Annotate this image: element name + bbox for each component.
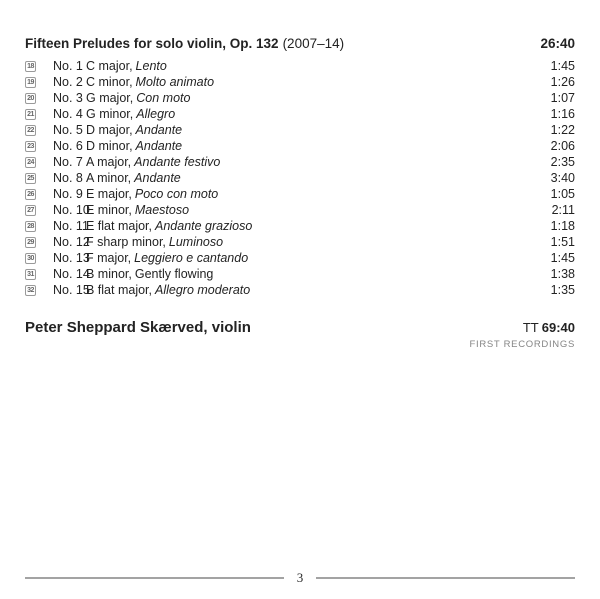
track-tempo: Gently flowing	[134, 267, 214, 281]
track-duration: 2:35	[550, 155, 575, 169]
track-ordinal: No. 8	[53, 171, 83, 185]
track-title	[86, 90, 551, 106]
track-number-box: 29	[25, 237, 36, 248]
track-number-box: 23	[25, 141, 36, 152]
track-ordinal: No. 6	[53, 139, 83, 153]
track-ordinal: No. 12	[53, 235, 90, 249]
track-key: B flat major,	[86, 283, 152, 297]
page-number: 3	[296, 570, 304, 585]
track-tempo: Poco con moto	[134, 187, 219, 201]
track-duration: 1:05	[550, 187, 575, 201]
track-key: D major,	[86, 123, 133, 137]
total-time	[523, 319, 575, 336]
track-duration: 1:51	[550, 235, 575, 249]
track-key: D minor,	[86, 139, 133, 153]
track-number-box: 27	[25, 205, 36, 216]
track-row	[25, 202, 575, 218]
first-recordings-note: FIRST RECORDINGS	[469, 339, 575, 350]
footer-rule-right	[316, 577, 575, 579]
track-number-box: 19	[25, 77, 36, 88]
track-key: A minor,	[86, 171, 132, 185]
work-title-text: Fifteen Preludes for solo violin, Op. 132	[25, 36, 279, 51]
track-ordinal: No. 15	[53, 283, 90, 297]
performer-row	[25, 319, 575, 336]
track-title	[86, 138, 551, 154]
track-title	[86, 266, 551, 282]
track-title	[86, 250, 551, 266]
track-key: B minor,	[86, 267, 132, 281]
track-ordinal: No. 11	[53, 219, 89, 233]
track-key: C major,	[86, 59, 133, 73]
track-key: G major,	[86, 91, 134, 105]
track-row	[25, 122, 575, 138]
track-row	[25, 186, 575, 202]
track-row	[25, 250, 575, 266]
track-duration: 2:06	[550, 139, 575, 153]
track-row	[25, 90, 575, 106]
track-title	[86, 202, 552, 218]
work-duration: 26:40	[540, 36, 575, 51]
track-key: F sharp minor,	[86, 235, 166, 249]
track-duration: 1:16	[550, 107, 575, 121]
track-row	[25, 58, 575, 74]
track-number-box: 24	[25, 157, 36, 168]
track-ordinal: No. 1	[53, 59, 83, 73]
track-title	[86, 282, 551, 298]
track-key: E flat major,	[86, 219, 152, 233]
track-row	[25, 138, 575, 154]
total-time-label: TT	[522, 320, 539, 335]
track-duration: 1:45	[550, 251, 575, 265]
track-tempo: Andante grazioso	[155, 219, 253, 233]
track-number-box: 31	[25, 269, 36, 280]
track-duration: 1:45	[550, 59, 575, 73]
performer-name: Peter Sheppard Skærved, violin	[25, 319, 251, 336]
work-title-row	[25, 36, 575, 52]
track-key: F major,	[86, 251, 132, 265]
track-title	[86, 186, 551, 202]
track-row	[25, 218, 575, 234]
track-number-box: 25	[25, 173, 36, 184]
track-row	[25, 266, 575, 282]
track-title	[86, 74, 551, 90]
track-number-box: 21	[25, 109, 36, 120]
track-duration: 1:07	[550, 91, 575, 105]
track-ordinal: No. 5	[53, 123, 83, 137]
track-ordinal: No. 4	[53, 107, 83, 121]
track-row	[25, 282, 575, 298]
page-footer	[25, 570, 575, 586]
track-ordinal: No. 9	[53, 187, 83, 201]
track-row	[25, 154, 575, 170]
track-number-box: 18	[25, 61, 36, 72]
track-number-box: 26	[25, 189, 36, 200]
track-key: E minor,	[86, 203, 132, 217]
track-ordinal: No. 14	[53, 267, 90, 281]
track-duration: 1:26	[550, 75, 575, 89]
track-number-box: 30	[25, 253, 36, 264]
track-tempo: Allegro moderato	[155, 283, 251, 297]
track-number-box: 22	[25, 125, 36, 136]
track-tempo: Molto animato	[135, 75, 215, 89]
track-tempo: Andante festivo	[134, 155, 221, 169]
track-title	[86, 218, 551, 234]
track-key: G minor,	[86, 107, 134, 121]
track-title	[86, 58, 551, 74]
track-title	[86, 122, 551, 138]
track-tempo: Allegro	[136, 107, 176, 121]
track-number-box: 28	[25, 221, 36, 232]
track-row	[25, 106, 575, 122]
track-tempo: Maestoso	[134, 203, 190, 217]
track-list	[25, 58, 575, 298]
track-tempo: Lento	[135, 59, 167, 73]
track-number-box: 20	[25, 93, 36, 104]
track-ordinal: No. 3	[53, 91, 83, 105]
track-key: E major,	[86, 187, 132, 201]
track-row	[25, 234, 575, 250]
track-duration: 2:11	[551, 203, 575, 217]
track-tempo: Luminoso	[168, 235, 224, 249]
track-tempo: Andante	[135, 139, 183, 153]
track-ordinal: No. 2	[53, 75, 83, 89]
track-number-box: 32	[25, 285, 36, 296]
track-duration: 1:18	[550, 219, 575, 233]
track-tempo: Leggiero e cantando	[134, 251, 249, 265]
track-duration: 1:35	[550, 283, 575, 297]
track-ordinal: No. 7	[53, 155, 83, 169]
footer-rule-left	[25, 577, 284, 579]
work-title	[25, 36, 344, 52]
track-tempo: Andante	[135, 123, 183, 137]
track-key: A major,	[86, 155, 132, 169]
track-title	[86, 170, 551, 186]
track-title	[86, 106, 551, 122]
track-row	[25, 170, 575, 186]
track-title	[86, 234, 551, 250]
track-tempo: Andante	[134, 171, 181, 185]
track-ordinal: No. 10	[53, 203, 90, 217]
total-time-value: 69:40	[541, 320, 575, 335]
track-key: C minor,	[86, 75, 133, 89]
track-row	[25, 74, 575, 90]
track-duration: 1:22	[550, 123, 575, 137]
work-date-range: (2007–14)	[282, 36, 345, 51]
track-ordinal: No. 13	[53, 251, 90, 265]
track-duration: 3:40	[550, 171, 575, 185]
track-title	[86, 154, 551, 170]
track-tempo: Con moto	[136, 91, 191, 105]
track-duration: 1:38	[550, 267, 575, 281]
